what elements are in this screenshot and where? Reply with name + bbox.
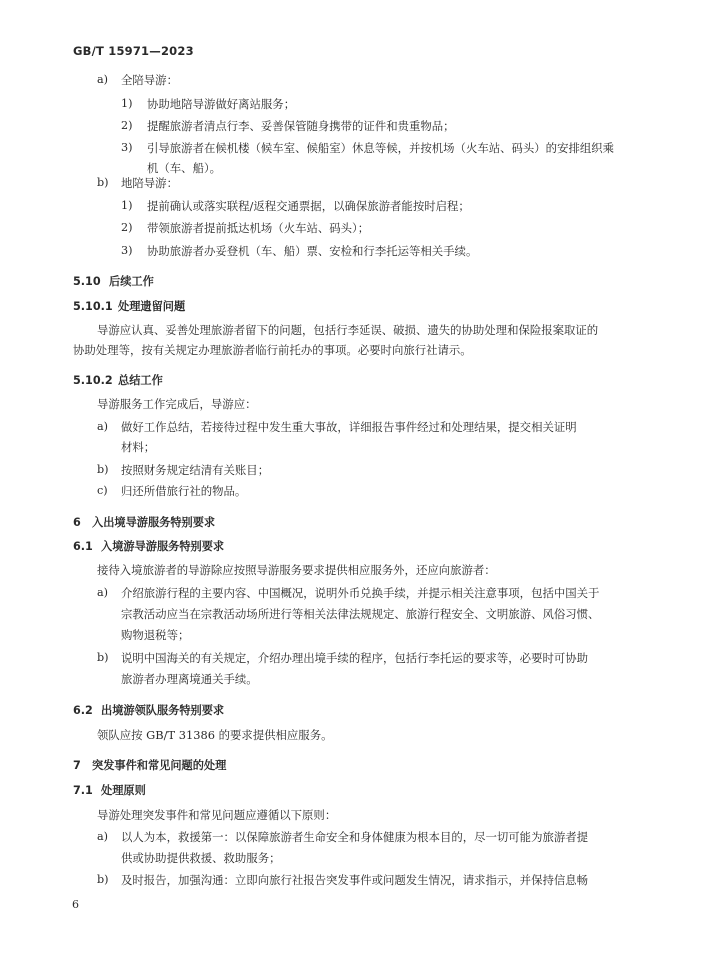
list-item: 以人为本，救援第一：以保障旅游者生命安全和身体健康为根本目的，尽一切可能为旅游者提	[121, 830, 589, 844]
paragraph-line: 协助处理等，按有关规定办理旅游者临行前托办的事项。必要时向旅行社请示。	[73, 343, 472, 357]
sub-list-marker: 1)	[121, 97, 133, 110]
list-marker: b)	[97, 651, 109, 664]
sub-list-item: 提醒旅游者清点行李、妥善保管随身携带的证件和贵重物品；	[147, 119, 455, 133]
list-marker: a)	[97, 586, 109, 599]
sub-list-marker: 2)	[121, 221, 133, 234]
sub-list-item: 提前确认或落实联程/返程交通票据，以确保旅游者能按时启程；	[147, 199, 470, 213]
list-item-title: 地陪导游：	[121, 176, 178, 190]
sub-list-marker: 3)	[121, 244, 133, 257]
list-item: 归还所借旅行社的物品。	[121, 484, 247, 498]
section-heading: 总结工作	[118, 374, 163, 387]
paragraph-line: 接待入境旅游者的导游除应按照导游服务要求提供相应服务外，还应向旅游者：	[97, 563, 496, 577]
list-item-continuation: 材料；	[121, 440, 156, 454]
chapter-number: 7	[73, 759, 81, 772]
sub-list-item: 带领旅游者提前抵达机场（火车站、码头）；	[147, 221, 370, 235]
list-item-title: 全陪导游：	[121, 73, 178, 87]
list-item: 做好工作总结，若接待过程中发生重大事故，详细报告事件经过和处理结果，提交相关证明	[121, 420, 577, 434]
paragraph-line: 导游应认真、妥善处理旅游者留下的问题，包括行李延误、破损、遗失的协助处理和保险报案取证的	[97, 323, 599, 337]
page-number: 6	[72, 898, 79, 911]
standard-code-header: GB/T 15971—2023	[73, 44, 194, 58]
list-item: 按照财务规定结清有关账目；	[121, 463, 270, 477]
list-marker: a)	[97, 420, 109, 433]
list-item-continuation: 购物退税等；	[121, 628, 190, 642]
chapter-heading: 突发事件和常见问题的处理	[92, 759, 227, 772]
chapter-number: 6	[73, 516, 81, 529]
list-marker: a)	[97, 73, 109, 86]
sub-list-marker: 1)	[121, 199, 133, 212]
sub-list-marker: 2)	[121, 119, 133, 132]
sub-list-item: 引导旅游者在候机楼（候车室、候船室）休息等候，并按机场（火车站、码头）的安排组织乘	[147, 141, 615, 155]
paragraph-line: 领队应按 GB/T 31386 的要求提供相应服务。	[97, 728, 333, 742]
list-marker: a)	[97, 830, 109, 843]
section-heading: 处理原则	[101, 784, 146, 797]
sub-list-item-continuation: 机（车、船）。	[147, 161, 222, 175]
section-number: 6.2	[73, 704, 93, 717]
section-heading: 后续工作	[109, 275, 154, 288]
list-item: 及时报告，加强沟通：立即向旅行社报告突发事件或问题发生情况，请求指示，并保持信息畅	[121, 873, 589, 887]
list-item-continuation: 供或协助提供救援、救助服务；	[121, 851, 281, 865]
sub-list-item: 协助地陪导游做好离站服务；	[147, 97, 296, 111]
section-heading: 出境游领队服务特别要求	[101, 704, 225, 717]
paragraph-line: 导游服务工作完成后，导游应：	[97, 397, 257, 411]
section-heading: 处理遗留问题	[118, 300, 186, 313]
chapter-heading: 入出境导游服务特别要求	[92, 516, 216, 529]
list-marker: c)	[97, 484, 108, 497]
list-item-continuation: 旅游者办理离境通关手续。	[121, 672, 258, 686]
section-number: 7.1	[73, 784, 93, 797]
list-item: 说明中国海关的有关规定，介绍办理出境手续的程序，包括行李托运的要求等，必要时可协助	[121, 651, 589, 665]
sub-list-marker: 3)	[121, 141, 133, 154]
list-marker: b)	[97, 176, 109, 189]
section-number: 5.10	[73, 275, 101, 288]
list-marker: b)	[97, 463, 109, 476]
paragraph-line: 导游处理突发事件和常见问题应遵循以下原则：	[97, 808, 337, 822]
section-number: 5.10.2	[73, 374, 113, 387]
list-marker: b)	[97, 873, 109, 886]
section-number: 6.1	[73, 540, 93, 553]
sub-list-item: 协助旅游者办妥登机（车、船）票、安检和行李托运等相关手续。	[147, 244, 478, 258]
section-number: 5.10.1	[73, 300, 113, 313]
list-item-continuation: 宗教活动应当在宗教活动场所进行等相关法律法规规定、旅游行程安全、文明旅游、风俗习惯、	[121, 607, 600, 621]
list-item: 介绍旅游行程的主要内容、中国概况，说明外币兑换手续，并提示相关注意事项，包括中国关于	[121, 586, 600, 600]
section-heading: 入境游导游服务特别要求	[101, 540, 225, 553]
